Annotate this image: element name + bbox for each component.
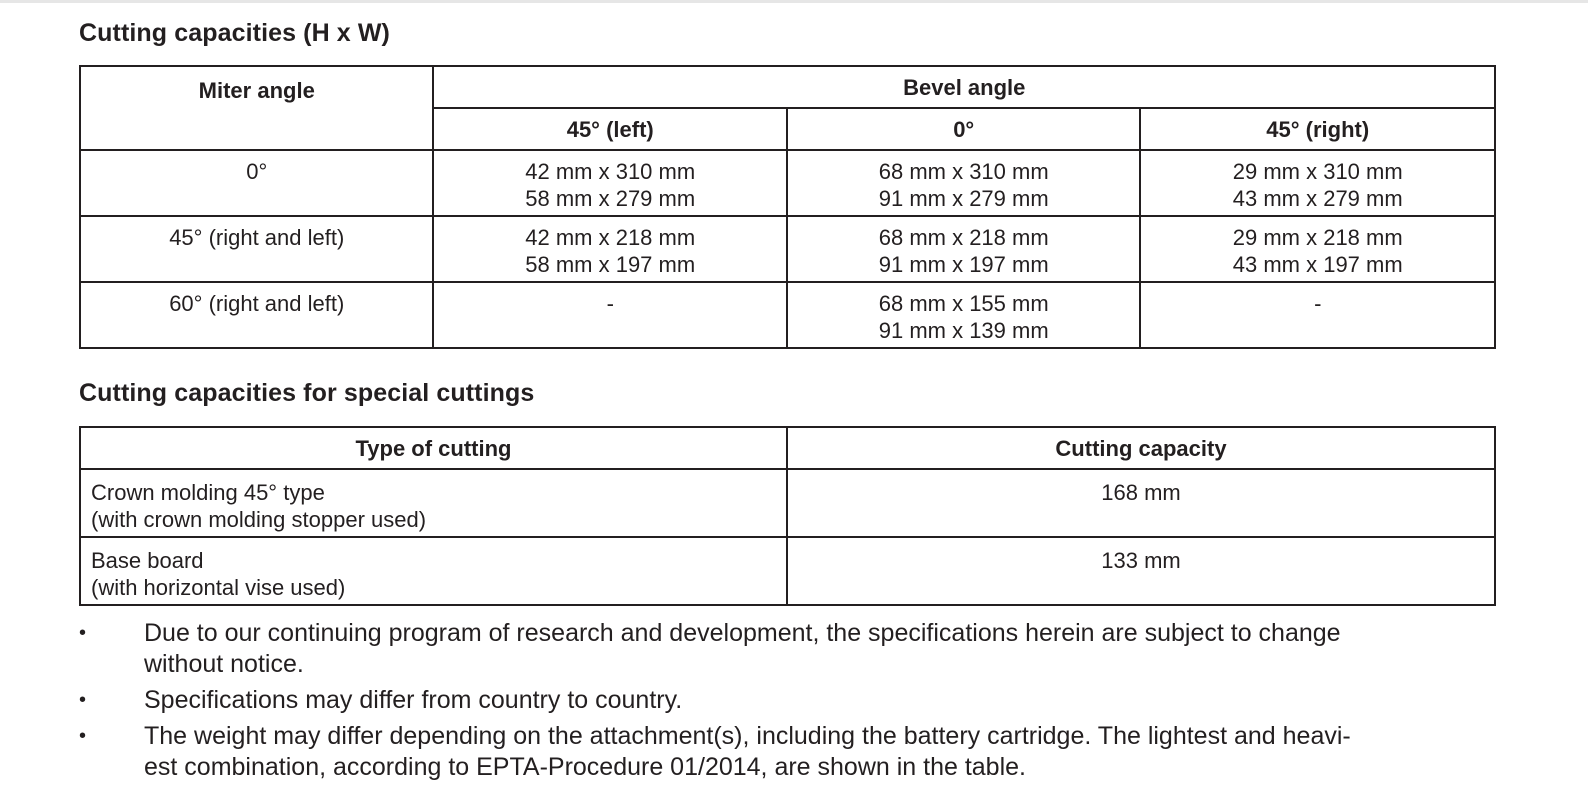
capacity-line: 91 mm x 279 mm [878, 186, 1049, 211]
special-cuttings-heading: Cutting capacities for special cuttings [79, 379, 535, 407]
capacity-cell [1140, 216, 1495, 282]
header-cutting-capacity: Cutting capacity [787, 427, 1495, 469]
capacity-line: 29 mm x 218 mm [1232, 225, 1403, 250]
note-line: without notice. [144, 650, 304, 678]
cutting-capacity-cell: 168 mm [787, 469, 1495, 537]
capacity-cell [787, 150, 1140, 216]
note-line: Specifications may differ from country to country. [144, 686, 683, 714]
header-miter-angle: Miter angle [80, 66, 433, 150]
capacity-cell [1140, 282, 1495, 348]
capacity-line: 68 mm x 218 mm [878, 225, 1049, 250]
table-row [80, 537, 1495, 605]
header-bevel-angle: Bevel angle [433, 66, 1495, 108]
capacity-cell [433, 150, 786, 216]
cutting-type-line: (with horizontal vise used) [91, 575, 346, 600]
bullet-icon: • [79, 622, 87, 644]
cutting-capacity-cell: 133 mm [787, 537, 1495, 605]
header-bevel-0: 0° [787, 108, 1140, 150]
note-line: est combination, according to EPTA-Procedure 01/2014, are shown in the table. [144, 753, 1026, 781]
table-row [80, 150, 1495, 216]
capacity-line: 68 mm x 155 mm [878, 291, 1049, 316]
note-line: The weight may differ depending on the attachment(s), including the battery cartridge. The lightest and heavi- [144, 722, 1351, 750]
capacity-cell [787, 282, 1140, 348]
capacity-cell [1140, 150, 1495, 216]
capacity-cell [433, 282, 786, 348]
list-item [79, 618, 1479, 680]
list-item [79, 721, 1479, 783]
capacity-line: 42 mm x 218 mm [525, 225, 696, 250]
capacity-line: - [606, 291, 614, 316]
cutting-type-line: (with crown molding stopper used) [91, 507, 427, 532]
miter-cell: 0° [80, 150, 433, 216]
capacity-line: 29 mm x 310 mm [1232, 159, 1403, 184]
table-row [80, 282, 1495, 348]
capacity-line: 91 mm x 139 mm [878, 318, 1049, 343]
capacity-line: 43 mm x 197 mm [1232, 252, 1403, 277]
notes-list [79, 618, 1479, 788]
capacity-cell [433, 216, 786, 282]
header-bevel-45-right: 45° (right) [1140, 108, 1495, 150]
capacity-line: 58 mm x 279 mm [525, 186, 696, 211]
capacity-line: 43 mm x 279 mm [1232, 186, 1403, 211]
top-border-line [0, 0, 1588, 3]
list-item [79, 685, 1479, 716]
table-row [80, 216, 1495, 282]
special-cuttings-table [79, 426, 1496, 606]
capacity-line: - [1314, 291, 1322, 316]
bullet-icon: • [79, 725, 87, 747]
capacity-line: 91 mm x 197 mm [878, 252, 1049, 277]
cutting-type-line: Base board [91, 548, 204, 573]
miter-cell: 60° (right and left) [80, 282, 433, 348]
cutting-type-cell [80, 537, 787, 605]
capacity-line: 42 mm x 310 mm [525, 159, 696, 184]
capacity-cell [787, 216, 1140, 282]
note-line: Due to our continuing program of research and development, the specifications herein are subject to change [144, 619, 1341, 647]
header-type-of-cutting: Type of cutting [80, 427, 787, 469]
capacity-line: 68 mm x 310 mm [878, 159, 1049, 184]
bullet-icon: • [79, 689, 87, 711]
cutting-type-cell [80, 469, 787, 537]
cutting-type-line: Crown molding 45° type [91, 480, 325, 505]
table-row [80, 469, 1495, 537]
miter-cell: 45° (right and left) [80, 216, 433, 282]
cutting-capacities-heading: Cutting capacities (H x W) [79, 19, 390, 47]
header-bevel-45-left: 45° (left) [433, 108, 786, 150]
cutting-capacities-table [79, 65, 1496, 349]
capacity-line: 58 mm x 197 mm [525, 252, 696, 277]
